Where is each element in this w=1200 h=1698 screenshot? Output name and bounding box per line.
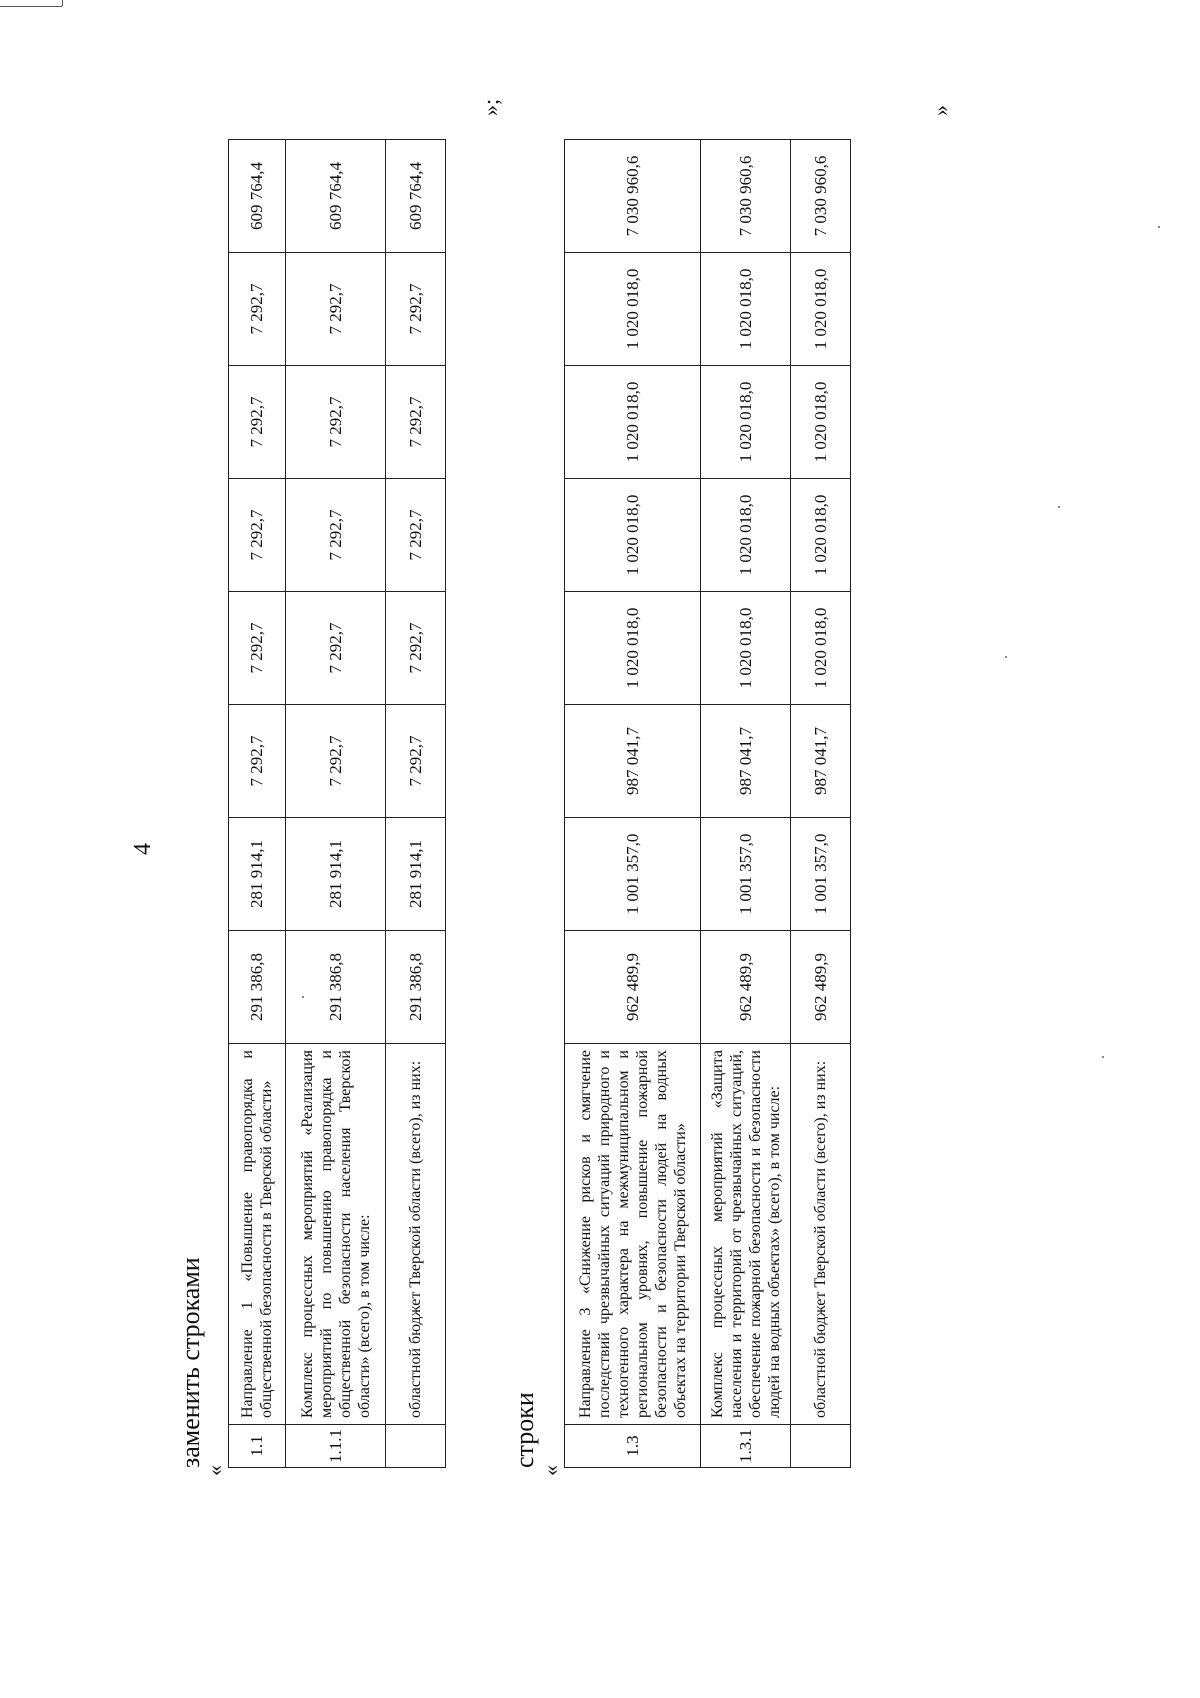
- value-cell: 7 292,7: [286, 366, 386, 479]
- value-cell: 7 292,7: [386, 705, 446, 818]
- value-cell: 609 764,4: [286, 140, 386, 253]
- dust-speck: [302, 996, 304, 998]
- row-description: областной бюджет Тверской области (всего), из них:: [791, 1044, 851, 1425]
- value-cell: 1 020 018,0: [701, 366, 791, 479]
- section2-close-quote: »: [928, 105, 953, 116]
- value-cell: 1 020 018,0: [565, 479, 701, 592]
- value-cell: 962 489,9: [791, 931, 851, 1044]
- section1-caption: заменить строками: [176, 1257, 205, 1468]
- value-cell: 7 292,7: [286, 479, 386, 592]
- value-cell: 1 001 357,0: [565, 818, 701, 931]
- value-cell: 7 292,7: [229, 479, 286, 592]
- value-cell: 962 489,9: [565, 931, 701, 1044]
- row-number: 1.1.1: [286, 1425, 386, 1468]
- table-row: [229, 140, 286, 1468]
- value-cell: 7 292,7: [386, 253, 446, 366]
- row-description: Направление 3 «Снижение рисков и смягчение последствий чрезвычайных ситуаций природного и техногенного характера на межмуниципальном и региональном уровнях, повышение пожарной безопасности и безопасности людей на водных объектах на территории Тверской области»: [565, 1044, 701, 1425]
- section1-close-quote: »;: [478, 98, 503, 116]
- table-row: [286, 140, 386, 1468]
- value-cell: 1 020 018,0: [701, 592, 791, 705]
- value-cell: 7 292,7: [229, 253, 286, 366]
- dust-speck: [1058, 506, 1060, 508]
- dust-speck: [1102, 1056, 1104, 1058]
- value-cell: 987 041,7: [565, 705, 701, 818]
- value-cell: 291 386,8: [386, 931, 446, 1044]
- value-cell: 7 292,7: [229, 592, 286, 705]
- value-cell: 7 030 960,6: [791, 140, 851, 253]
- section1-open-quote: «: [202, 1465, 227, 1476]
- row-number: [791, 1425, 851, 1468]
- page-number: 4: [130, 843, 156, 855]
- table-row: [565, 140, 701, 1468]
- value-cell: 987 041,7: [791, 705, 851, 818]
- value-cell: 281 914,1: [229, 818, 286, 931]
- section2-open-quote: «: [538, 1465, 563, 1476]
- table-row: [386, 140, 446, 1468]
- value-cell: 1 020 018,0: [791, 592, 851, 705]
- value-cell: 1 020 018,0: [701, 479, 791, 592]
- value-cell: 1 020 018,0: [565, 592, 701, 705]
- value-cell: 1 020 018,0: [791, 253, 851, 366]
- value-cell: 7 030 960,6: [701, 140, 791, 253]
- value-cell: 7 292,7: [229, 705, 286, 818]
- value-cell: 1 020 018,0: [791, 366, 851, 479]
- value-cell: 7 292,7: [286, 592, 386, 705]
- value-cell: 7 030 960,6: [565, 140, 701, 253]
- dust-speck: [1158, 226, 1160, 228]
- value-cell: 7 292,7: [386, 366, 446, 479]
- value-cell: 1 020 018,0: [565, 253, 701, 366]
- value-cell: 962 489,9: [701, 931, 791, 1044]
- value-cell: 7 292,7: [286, 253, 386, 366]
- value-cell: 7 292,7: [286, 705, 386, 818]
- value-cell: 609 764,4: [229, 140, 286, 253]
- table-section1: [228, 139, 446, 1468]
- value-cell: 1 001 357,0: [791, 818, 851, 931]
- row-description: Комплекс процессных мероприятий «Реализация мероприятий по повышению правопорядка и общественной безопасности населения Тверской области» (всего), в том числе:: [286, 1044, 386, 1425]
- row-number: [386, 1425, 446, 1468]
- row-number: 1.3: [565, 1425, 701, 1468]
- value-cell: 281 914,1: [386, 818, 446, 931]
- table-section2: [564, 139, 851, 1468]
- table-row: [791, 140, 851, 1468]
- row-description: областной бюджет Тверской области (всего), из них:: [386, 1044, 446, 1425]
- value-cell: 1 020 018,0: [701, 253, 791, 366]
- value-cell: 1 001 357,0: [701, 818, 791, 931]
- value-cell: 281 914,1: [286, 818, 386, 931]
- value-cell: 291 386,8: [286, 931, 386, 1044]
- value-cell: 7 292,7: [386, 592, 446, 705]
- table-row: [701, 140, 791, 1468]
- row-description: Направление 1 «Повышение правопорядка и общественной безопасности в Тверской области»: [229, 1044, 286, 1425]
- section2-caption: строки: [510, 1392, 539, 1468]
- row-number: 1.3.1: [701, 1425, 791, 1468]
- value-cell: 7 292,7: [386, 479, 446, 592]
- dust-speck: [1005, 656, 1007, 658]
- row-description: Комплекс процессных мероприятий «Защита населения и территорий от чрезвычайных ситуаций, обеспечение пожарной безопасности и безопасности людей на водных объектах» (всего), в том числе:: [701, 1044, 791, 1425]
- value-cell: 291 386,8: [229, 931, 286, 1044]
- value-cell: 987 041,7: [701, 705, 791, 818]
- value-cell: 1 020 018,0: [565, 366, 701, 479]
- value-cell: 609 764,4: [386, 140, 446, 253]
- value-cell: 1 020 018,0: [791, 479, 851, 592]
- row-number: 1.1: [229, 1425, 286, 1468]
- value-cell: 7 292,7: [229, 366, 286, 479]
